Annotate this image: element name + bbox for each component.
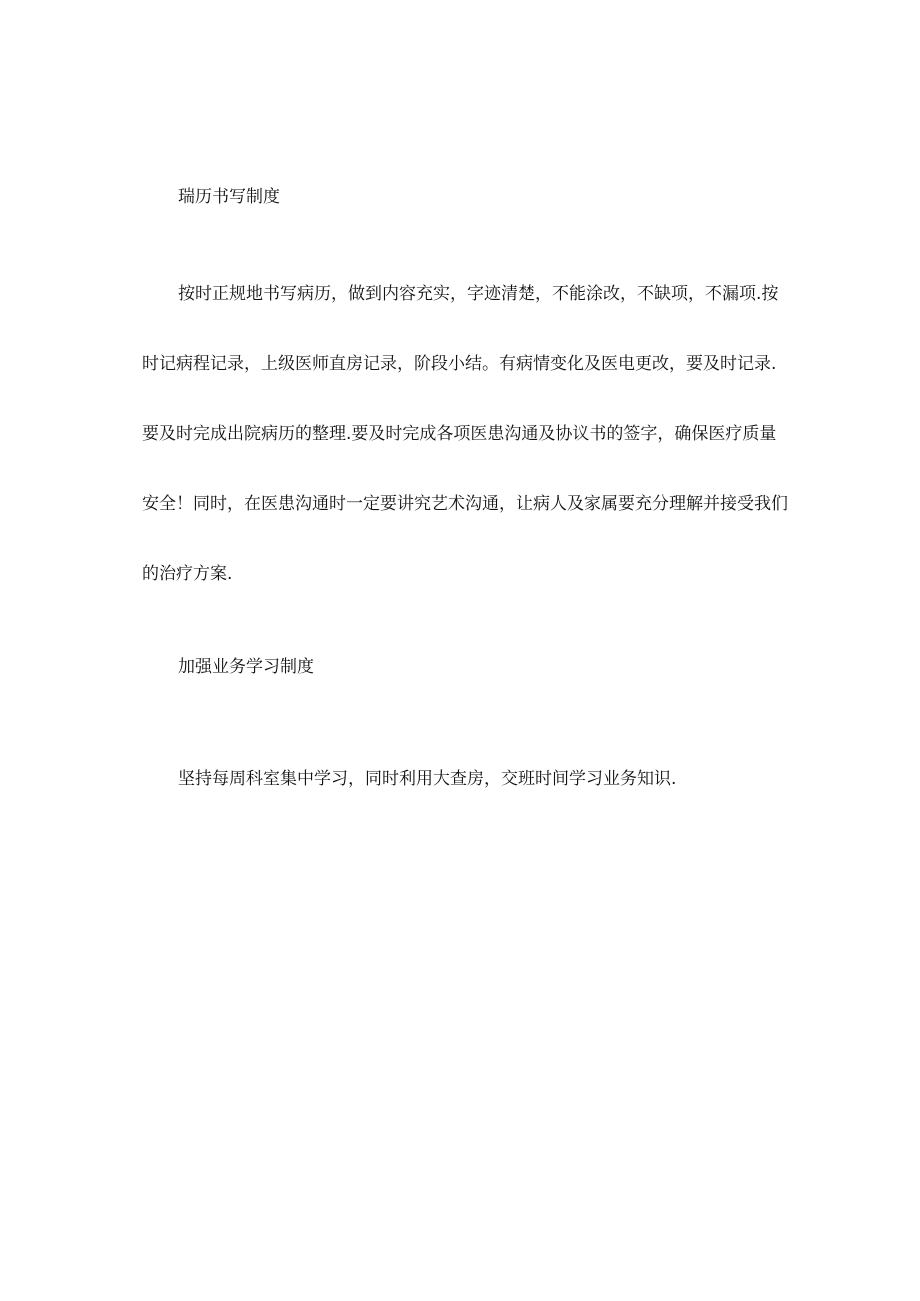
paragraph-line: 要及时完成出院病历的整理.要及时完成各项医患沟通及协议书的签字，确保医疗质量 [142, 424, 777, 444]
section-heading-medical-records: 瑞历书写制度 [178, 187, 280, 207]
paragraph-line: 的治疗方案. [142, 564, 233, 584]
paragraph-line: 安全！同时，在医患沟通时一定要讲究艺术沟通，让病人及家属要充分理解并接受我们 [142, 494, 788, 514]
paragraph-line: 时记病程记录，上级医师直房记录，阶段小结。有病情变化及医电更改，要及时记录. [142, 354, 777, 374]
section-heading-study: 加强业务学习制度 [178, 657, 314, 677]
paragraph-line: 坚持每周科室集中学习，同时利用大查房，交班时间学习业务知识. [178, 769, 677, 789]
paragraph-line: 按时正规地书写病历，做到内容充实，字迹清楚，不能涂改，不缺项，不漏项.按 [178, 284, 779, 304]
